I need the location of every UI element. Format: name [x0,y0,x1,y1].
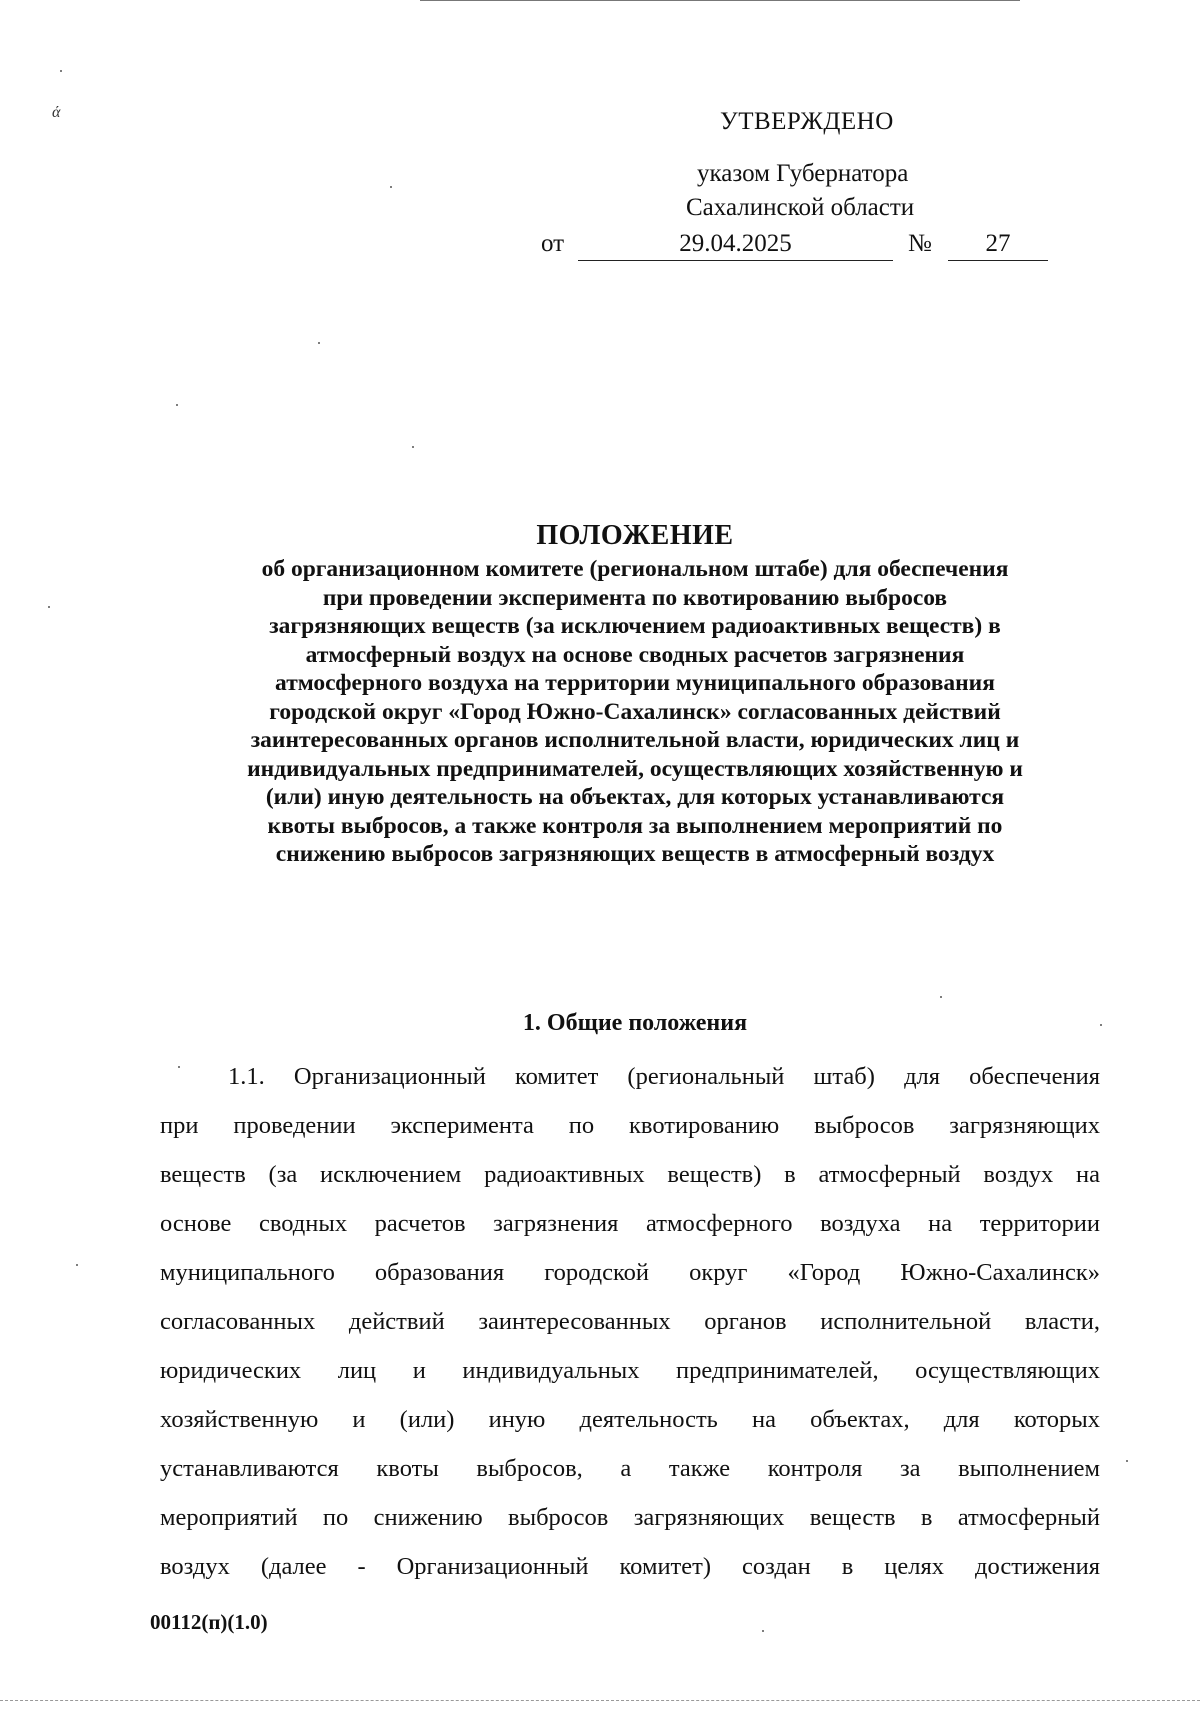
body-line: 1.1. Организационный комитет (региональный штаб) для обеспечения [228,1063,1100,1090]
body-line: веществ (за исключением радиоактивных веществ) в атмосферный воздух на [160,1161,1100,1188]
scan-speck [318,342,320,344]
subtitle-line: при проведении эксперимента по квотированию выбросов [322,584,948,611]
document-title: ПОЛОЖЕНИЕ [536,520,734,551]
region-text: Сахалинской области [686,194,915,221]
subtitle-line: заинтересованных органов исполнительной власти, юридических лиц и [250,727,1020,753]
scan-speck [60,70,62,72]
scan-speck [176,404,178,406]
subtitle-line: индивидуальных предпринимателей, осуществляющих хозяйственную и [247,755,1023,782]
subtitle-line: городской округ «Город Южно-Сахалинск» согласованных действий [269,698,1001,725]
approved-label: УТВЕРЖДЕНО [720,108,894,135]
scan-speck [48,606,50,608]
body-line: при проведении эксперимента по квотированию выбросов загрязняющих [160,1112,1100,1139]
scan-speck [76,1264,78,1266]
section-heading: 1. Общие положения [522,1010,748,1036]
scan-artifact-bottom-line [0,1700,1200,1701]
document-code: 00112(п)(1.0) [150,1610,268,1634]
scan-speck [412,446,414,448]
scan-speck [1126,1460,1128,1462]
scan-artifact-top-line [420,0,1020,1]
number-label: № [908,230,932,257]
subtitle-line: (или) иную деятельность на объектах, для которых устанавливаются [265,784,1005,810]
body-line: согласованных действий заинтересованных органов исполнительной власти, [160,1308,1100,1335]
body-paragraph [160,1052,1100,1591]
document-subtitle [130,555,1140,869]
subtitle-line: квоты выбросов, а также контроля за выполнением мероприятий по [267,812,1003,839]
body-line: устанавливаются квоты выбросов, а также контроля за выполнением [160,1455,1100,1482]
body-line: основе сводных расчетов загрязнения атмосферного воздуха на территории [160,1210,1100,1237]
body-line: воздух (далее - Организационный комитет) создан в целях достижения [160,1553,1100,1580]
body-line: хозяйственную и (или) иную деятельность на объектах, для которых [160,1406,1100,1433]
subtitle-line: атмосферный воздух на основе сводных расчетов загрязнения [305,641,965,668]
decree-text: указом Губернатора [697,160,909,187]
subtitle-line: атмосферного воздуха на территории муниципального образования [275,670,995,696]
scan-speck [390,186,392,188]
body-line: муниципального образования городской округ «Город Южно-Сахалинск» [160,1259,1100,1286]
subtitle-line: снижению выбросов загрязняющих веществ в атмосферный воздух [275,841,995,867]
subtitle-line: об организационном комитете (региональном штабе) для обеспечения [261,556,1009,582]
date-from-label: от [541,230,565,257]
decree-number-field: 27 [948,230,1048,261]
corner-handwritten-mark: ά [52,104,61,121]
scan-speck [762,1630,764,1632]
decree-date-field: 29.04.2025 [578,230,893,261]
body-line: мероприятий по снижению выбросов загрязняющих веществ в атмосферный [160,1504,1100,1531]
scan-speck [940,996,942,998]
body-line: юридических лиц и индивидуальных предпринимателей, осуществляющих [160,1357,1100,1384]
subtitle-line: загрязняющих веществ (за исключением радиоактивных веществ) в [269,613,1001,639]
